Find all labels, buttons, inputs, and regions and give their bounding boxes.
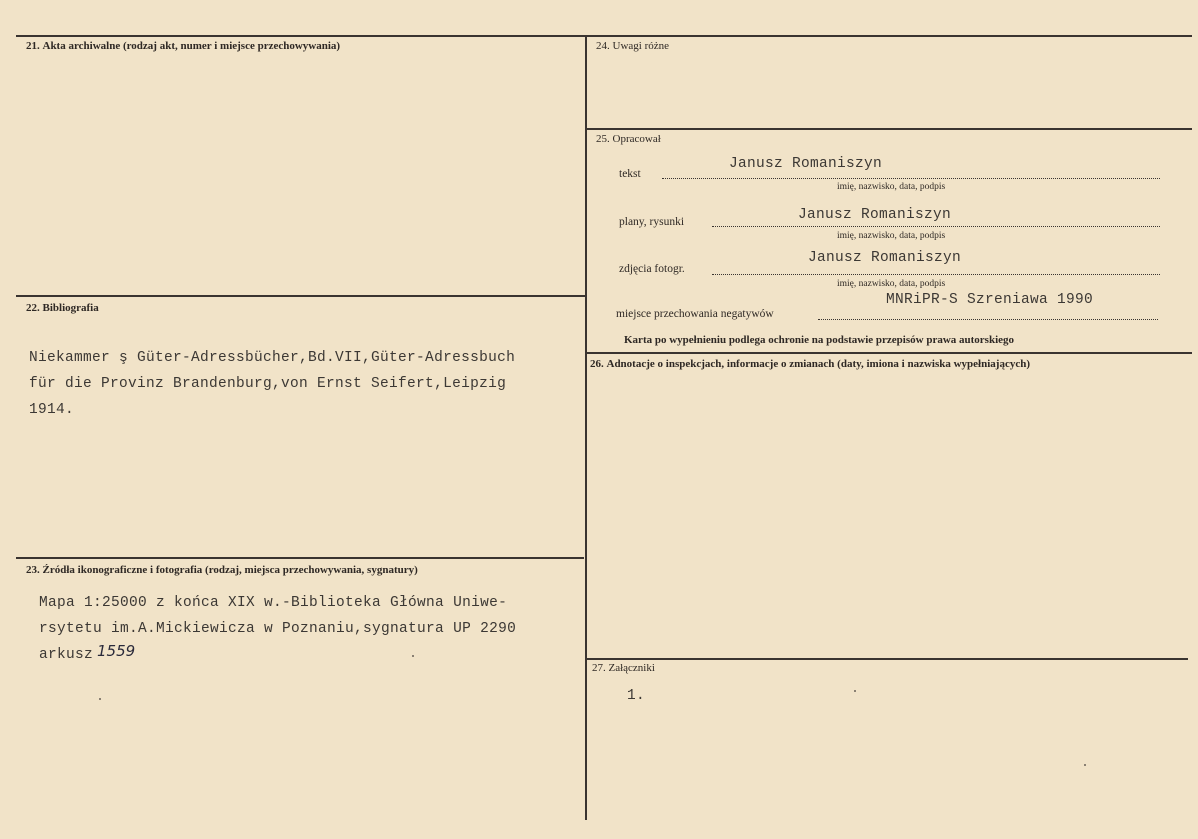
paper-speck — [1084, 764, 1086, 766]
iconography-line-1: Mapa 1:25000 z końca XIX w.-Biblioteka Główna Uniwe- — [39, 595, 508, 611]
section-24-title: Uwagi różne — [612, 40, 670, 52]
paper-speck — [412, 655, 414, 657]
section-21-heading — [26, 40, 340, 52]
plans-author-hint: imię, nazwisko, data, podpis — [837, 231, 946, 241]
negatives-storage-line — [818, 319, 1158, 320]
plans-author-label: plany, rysunki — [619, 216, 685, 228]
section-24-number: 24. — [596, 40, 610, 52]
paper-speck — [854, 690, 856, 692]
section-22-number: 22. — [26, 302, 40, 314]
section-27-title: Załączniki — [608, 662, 655, 674]
section-23-heading — [26, 564, 418, 576]
divider-24-25 — [586, 128, 1192, 130]
paper-speck — [99, 698, 101, 700]
divider-25-26 — [586, 352, 1192, 354]
section-26-number: 26. — [590, 358, 604, 370]
section-25-title: Opracował — [612, 133, 661, 145]
plans-author-value: Janusz Romaniszyn — [798, 207, 952, 223]
handwritten-sheet-number: 1559 — [97, 642, 136, 660]
text-author-label: tekst — [619, 168, 641, 180]
column-divider — [585, 36, 587, 820]
bibliography-line-2: für die Provinz Brandenburg,von Ernst Seifert,Leipzig — [29, 376, 507, 392]
section-25-heading — [596, 133, 661, 145]
text-author-line — [662, 178, 1160, 179]
photos-author-hint: imię, nazwisko, data, podpis — [837, 279, 946, 289]
section-25-number: 25. — [596, 133, 610, 145]
section-27-number: 27. — [592, 662, 606, 674]
bibliography-line-1: Niekammer ş Güter-Adressbücher,Bd.VII,Güter-Adressbuch — [29, 350, 516, 366]
copyright-note-text: Karta po wypełnieniu podlega ochronie na podstawie przepisów prawa autorskiego — [624, 334, 1015, 346]
top-border — [16, 35, 1192, 37]
iconography-line-2: rsytetu im.A.Mickiewicza w Poznaniu,sygnatura UP 2290 — [39, 621, 517, 637]
attachment-item-1: 1. — [627, 688, 646, 704]
divider-26-27 — [586, 658, 1188, 660]
section-23-number: 23. — [26, 564, 40, 576]
section-23-title: Źródła ikonograficzne i fotografia (rodzaj, miejsca przechowywania, sygnatury) — [42, 564, 418, 576]
copyright-note — [624, 334, 1014, 346]
divider-21-22 — [16, 295, 586, 297]
section-26-title: Adnotacje o inspekcjach, informacje o zmianach (daty, imiona i nazwiska wypełniających) — [606, 358, 1030, 370]
photos-author-value: Janusz Romaniszyn — [808, 250, 962, 266]
section-27-heading — [592, 662, 655, 674]
plans-author-line — [712, 226, 1160, 227]
bibliography-line-3: 1914. — [29, 402, 75, 418]
photos-author-line — [712, 274, 1160, 275]
divider-22-23 — [16, 557, 584, 559]
section-22-heading — [26, 302, 99, 314]
text-author-hint: imię, nazwisko, data, podpis — [837, 182, 946, 192]
text-author-value: Janusz Romaniszyn — [729, 156, 883, 172]
section-21-title: Akta archiwalne (rodzaj akt, numer i miejsce przechowywania) — [42, 40, 341, 52]
section-24-heading — [596, 40, 669, 52]
photos-author-label: zdjęcia fotogr. — [619, 263, 685, 275]
section-21-number: 21. — [26, 40, 40, 52]
iconography-line-3: arkusz — [39, 647, 94, 663]
negatives-storage-value: MNRiPR-S Szreniawa 1990 — [886, 292, 1094, 308]
negatives-storage-label: miejsce przechowania negatywów — [616, 308, 774, 320]
section-26-heading — [590, 358, 1030, 370]
section-22-title: Bibliografia — [42, 302, 99, 314]
